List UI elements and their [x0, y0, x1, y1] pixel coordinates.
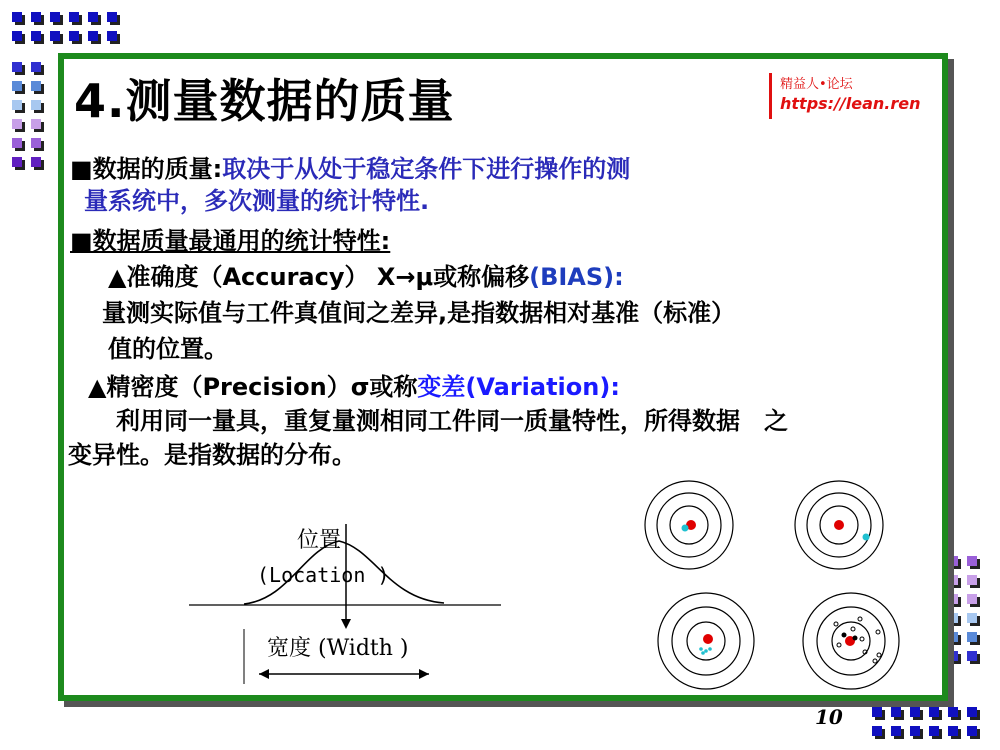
target-top-right: [795, 481, 883, 569]
location-arrow-head: [341, 619, 351, 629]
distribution-curve-svg: [189, 519, 509, 689]
page-number: 10: [815, 705, 843, 729]
shot-dot: [863, 534, 870, 541]
target-center-dot: [703, 634, 713, 644]
distribution-diagram: [189, 519, 509, 689]
shot-dot: [858, 617, 862, 621]
target-bottom-left: [658, 593, 754, 689]
bullet-quality-text-1: 取决于从处于稳定条件下进行操作的测: [222, 155, 631, 183]
width-label: 宽度 (Width ): [267, 636, 409, 661]
decor-squares-right-column: [948, 556, 977, 661]
precision-heading: [88, 367, 620, 402]
shot-dot: [860, 637, 864, 641]
location-label-cn: 位置: [297, 528, 342, 553]
shot-dot: [876, 630, 880, 634]
bullet-statistics: ■数据质量最通用的统计特性:: [70, 227, 391, 255]
width-arrow-left-head: [259, 669, 269, 679]
target-top-left: [645, 481, 733, 569]
decor-squares-top-left: [12, 12, 117, 41]
decor-squares-bottom-right: [872, 707, 977, 736]
accuracy-desc-2: 值的位置。: [108, 335, 228, 363]
brand-name: 精益人•论坛: [780, 77, 853, 92]
slide-frame: [58, 53, 948, 701]
slide-title: 4.测量数据的质量: [74, 74, 455, 128]
bullet-quality-lead: ■数据的质量:: [70, 155, 223, 183]
precision-heading-text: ▲精密度（Precision）σ或称: [88, 373, 418, 401]
shot-dot: [851, 627, 855, 631]
shot-dot: [699, 647, 703, 651]
shot-dot: [682, 525, 689, 532]
precision-desc-2: 变异性。是指数据的分布。: [68, 441, 356, 469]
accuracy-heading-text: ▲准确度（Accuracy） X→μ或称偏移: [108, 263, 530, 291]
shot-dot: [873, 659, 877, 663]
shot-dot: [842, 633, 847, 638]
accuracy-desc-1: 量测实际值与工件真值间之差异,是指数据相对基准（标准）: [102, 299, 736, 327]
target-diagrams: [639, 469, 919, 694]
accuracy-heading: [108, 257, 624, 292]
location-label-en: (Location ): [257, 563, 390, 587]
target-center-dot: [834, 520, 844, 530]
bullet-quality-text-2: 量系统中，多次测量的统计特性.: [84, 187, 430, 215]
target-bottom-right: [803, 593, 899, 689]
brand-watermark: [769, 73, 920, 119]
shot-dot: [853, 636, 858, 641]
precision-term: 变差(Variation):: [417, 373, 620, 401]
shot-dot: [834, 622, 838, 626]
shot-dot: [704, 649, 708, 653]
decor-squares-left-column: [12, 62, 41, 167]
width-arrow-right-head: [419, 669, 429, 679]
accuracy-term: (BIAS):: [529, 263, 624, 291]
shot-dot: [708, 647, 712, 651]
bullet-quality: [70, 149, 630, 184]
precision-desc-1: 利用同一量具，重复量测相同工件同一质量特性，所得数据 之: [116, 407, 788, 435]
shot-dot: [877, 653, 881, 657]
shot-dot: [701, 651, 705, 655]
brand-url[interactable]: https://lean.ren: [780, 94, 921, 113]
shot-dot: [837, 643, 841, 647]
